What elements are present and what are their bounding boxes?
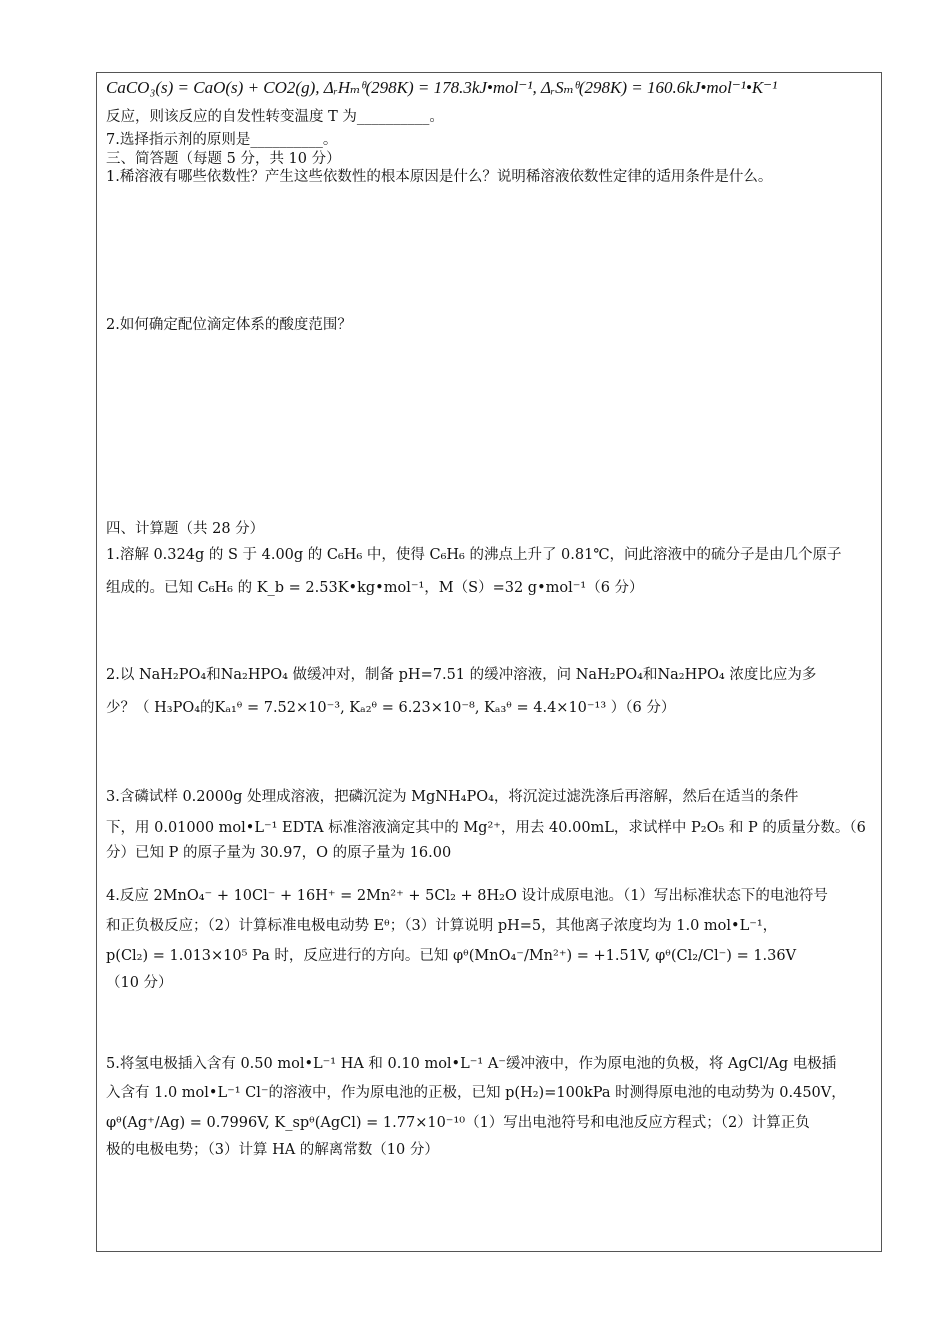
line-11: 少？（ H₃PO₄的Kₐ₁ᶿ = 7.52×10⁻³, Kₐ₂ᶿ = 6.23×10⁻⁸, Kₐ₃ᶿ = 4.4×10⁻¹³ ）（6 分） bbox=[106, 700, 676, 716]
section-heading-4: 四、计算题（共 28 分） bbox=[106, 521, 265, 537]
line-09: 组成的。已知 C₆H₆ 的 K_b = 2.53K•kg•mol⁻¹，M（S）=32 g•mol⁻¹（6 分） bbox=[106, 580, 644, 596]
line-08: 1.溶解 0.324g 的 S 于 4.00g 的 C₆H₆ 中，使得 C₆H₆ 的沸点上升了 0.81℃，问此溶液中的硫分子是由几个原子 bbox=[106, 547, 842, 563]
line-22: 极的电极电势；（3）计算 HA 的解离常数（10 分） bbox=[106, 1142, 439, 1158]
line-02: 反应，则该反应的自发性转变温度 T 为__________。 bbox=[106, 109, 444, 125]
line-18: （10 分） bbox=[106, 975, 173, 991]
line-01: CaCO₃(s) = CaO(s) + CO2(g), ΔᵣHₘᶿ(298K) = 178.3kJ•mol⁻¹, ΔᵣSₘᶿ(298K) = 160.6kJ•mol⁻¹•K⁻¹ bbox=[106, 78, 778, 97]
line-03: 7.选择指示剂的原则是__________。 bbox=[106, 132, 338, 148]
section-heading-3: 三、简答题（每题 5 分，共 10 分） bbox=[106, 151, 341, 167]
line-15: 4.反应 2MnO₄⁻ + 10Cl⁻ + 16H⁺ = 2Mn²⁺ + 5Cl₂ + 8H₂O 设计成原电池。（1）写出标准状态下的电池符号 bbox=[106, 888, 828, 904]
line-10: 2.以 NaH₂PO₄和Na₂HPO₄ 做缓冲对，制备 pH=7.51 的缓冲溶液，问 NaH₂PO₄和Na₂HPO₄ 浓度比应为多 bbox=[106, 667, 817, 683]
line-17: p(Cl₂) = 1.013×10⁵ Pa 时，反应进行的方向。已知 φᶿ(MnO₄⁻/Mn²⁺) = +1.51V, φᶿ(Cl₂/Cl⁻) = 1.36V bbox=[106, 948, 797, 964]
line-19: 5.将氢电极插入含有 0.50 mol•L⁻¹ HA 和 0.10 mol•L⁻¹ A⁻缓冲液中，作为原电池的负极，将 AgCl/Ag 电极插 bbox=[106, 1056, 837, 1072]
line-12: 3.含磷试样 0.2000g 处理成溶液，把磷沉淀为 MgNH₄PO₄，将沉淀过滤洗涤后再溶解，然后在适当的条件 bbox=[106, 789, 799, 805]
line-13: 下，用 0.01000 mol•L⁻¹ EDTA 标准溶液滴定其中的 Mg²⁺，用去 40.00mL，求试样中 P₂O₅ 和 P 的质量分数。（6 bbox=[106, 820, 866, 836]
line-21: φᶿ(Ag⁺/Ag) = 0.7996V, K_spᶿ(AgCl) = 1.77×10⁻¹⁰（1）写出电池符号和电池反应方程式；（2）计算正负 bbox=[106, 1115, 810, 1131]
line-16: 和正负极反应；（2）计算标准电极电动势 Eᶿ；（3）计算说明 pH=5，其他离子浓度均为 1.0 mol•L⁻¹， bbox=[106, 918, 778, 934]
page-frame bbox=[96, 72, 882, 1252]
line-05: 1.稀溶液有哪些依数性？产生这些依数性的根本原因是什么？说明稀溶液依数性定律的适用条件是什么。 bbox=[106, 169, 773, 185]
line-20: 入含有 1.0 mol•L⁻¹ Cl⁻的溶液中，作为原电池的正极，已知 p(H₂)=100kPa 时测得原电池的电动势为 0.450V， bbox=[106, 1085, 846, 1101]
line-06: 2.如何确定配位滴定体系的酸度范围？ bbox=[106, 317, 352, 333]
line-14: 分）已知 P 的原子量为 30.97，O 的原子量为 16.00 bbox=[106, 845, 452, 861]
